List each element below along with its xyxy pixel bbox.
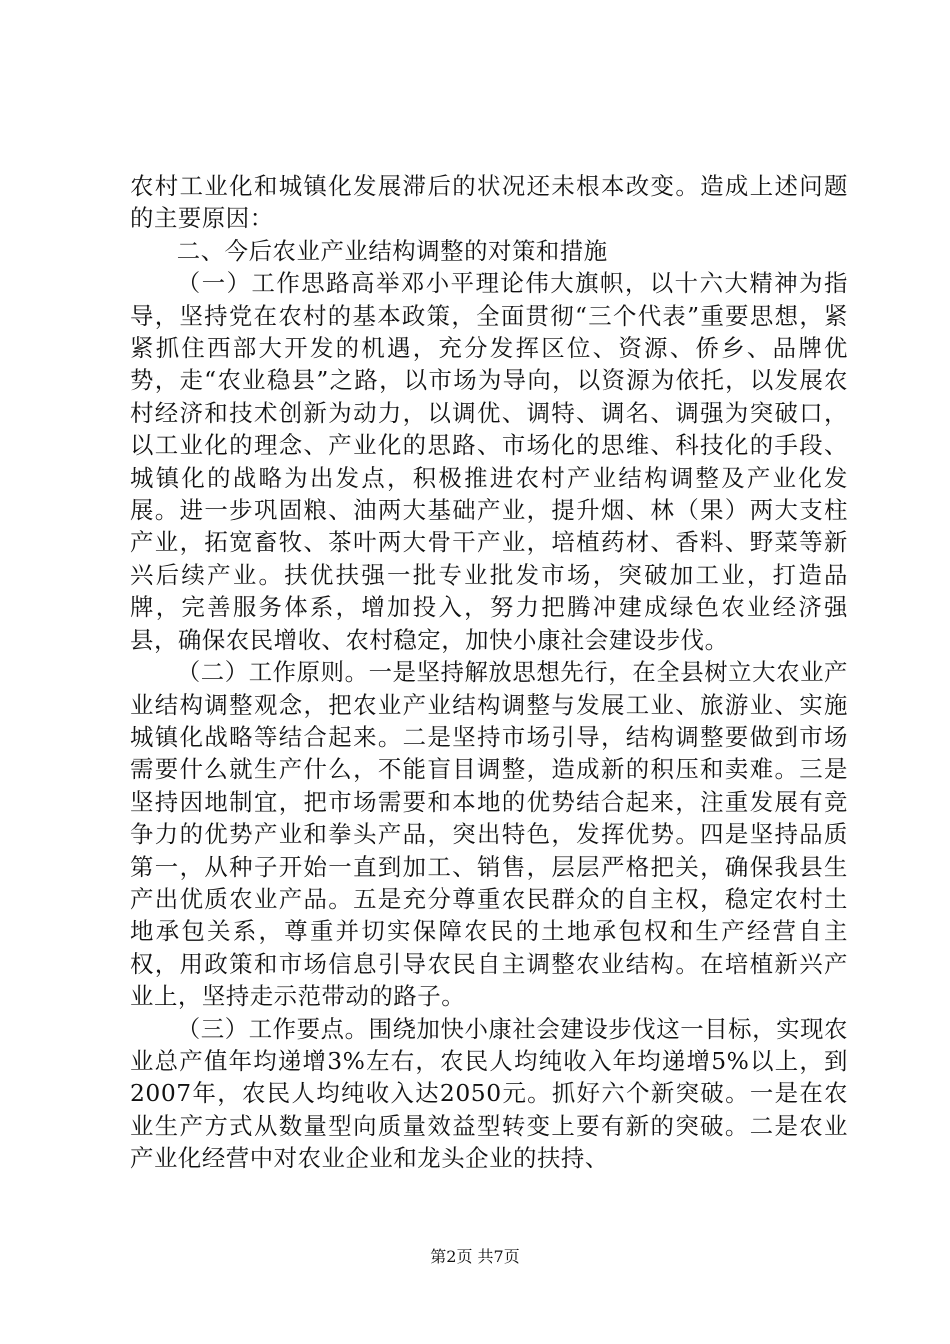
- paragraph-continuation: 农村工业化和城镇化发展滞后的状况还未根本改变。造成上述问题的主要原因：: [130, 172, 848, 233]
- paragraph-work-principles: （二）工作原则。一是坚持解放思想先行，在全县树立大农业产业结构调整观念，把农业产业结构调整与发展工业、旅游业、实施城镇化战略等结合起来。二是坚持市场引导，结构调整要做到市场需要什么就生产什么，不能盲目调整，造成新的积压和卖难。三是坚持因地制宜，把市场需要和本地的优势结合起来，注重发展有竞争力的优势产业和拳头产品，突出特色，发挥优势。四是坚持品质第一，从种子开始一直到加工、销售，层层严格把关，确保我县生产出优质农业产品。五是充分尊重农民群众的自主权，稳定农村土地承包关系，尊重并切实保障农民的土地承包权和生产经营自主权，用政策和市场信息引导农民自主调整农业结构。在培植新兴产业上，坚持走示范带动的路子。: [130, 658, 848, 1011]
- section-heading: 二、今后农业产业结构调整的对策和措施: [176, 236, 608, 265]
- page-number-footer: 第2页 共7页: [430, 1247, 520, 1266]
- body-text: [130, 170, 848, 1175]
- paragraph-work-points: （三）工作要点。围绕加快小康社会建设步伐这一目标，实现农业总产值年均递增3%左右，农民人均纯收入年均递增5%以上，到2007年，农民人均纯收入达2050元。抓好六个新突破。一是在农业生产方式从数量型向质量效益型转变上要有新的突破。二是农业产业化经营中对农业企业和龙头企业的扶持、: [130, 1014, 848, 1173]
- paragraph-work-approach: （一）工作思路高举邓小平理论伟大旗帜，以十六大精神为指导，坚持党在农村的基本政策，全面贯彻“三个代表”重要思想，紧紧抓住西部大开发的机遇，充分发挥区位、资源、侨乡、品牌优势，走“农业稳县”之路，以市场为导向，以资源为依托，以发展农村经济和技术创新为动力，以调优、调特、调名、调强为突破口，以工业化的理念、产业化的思路、市场化的思维、科技化的手段、城镇化的战略为出发点，积极推进农村产业结构调整及产业化发展。进一步巩固粮、油两大基础产业，提升烟、林（果）两大支柱产业，拓宽畜牧、茶叶两大骨干产业，培植药材、香料、野菜等新兴后续产业。扶优扶强一批专业批发市场，突破加工业，打造品牌，完善服务体系，增加投入，努力把腾冲建成绿色农业经济强县，确保农民增收、农村稳定，加快小康社会建设步伐。: [130, 269, 848, 654]
